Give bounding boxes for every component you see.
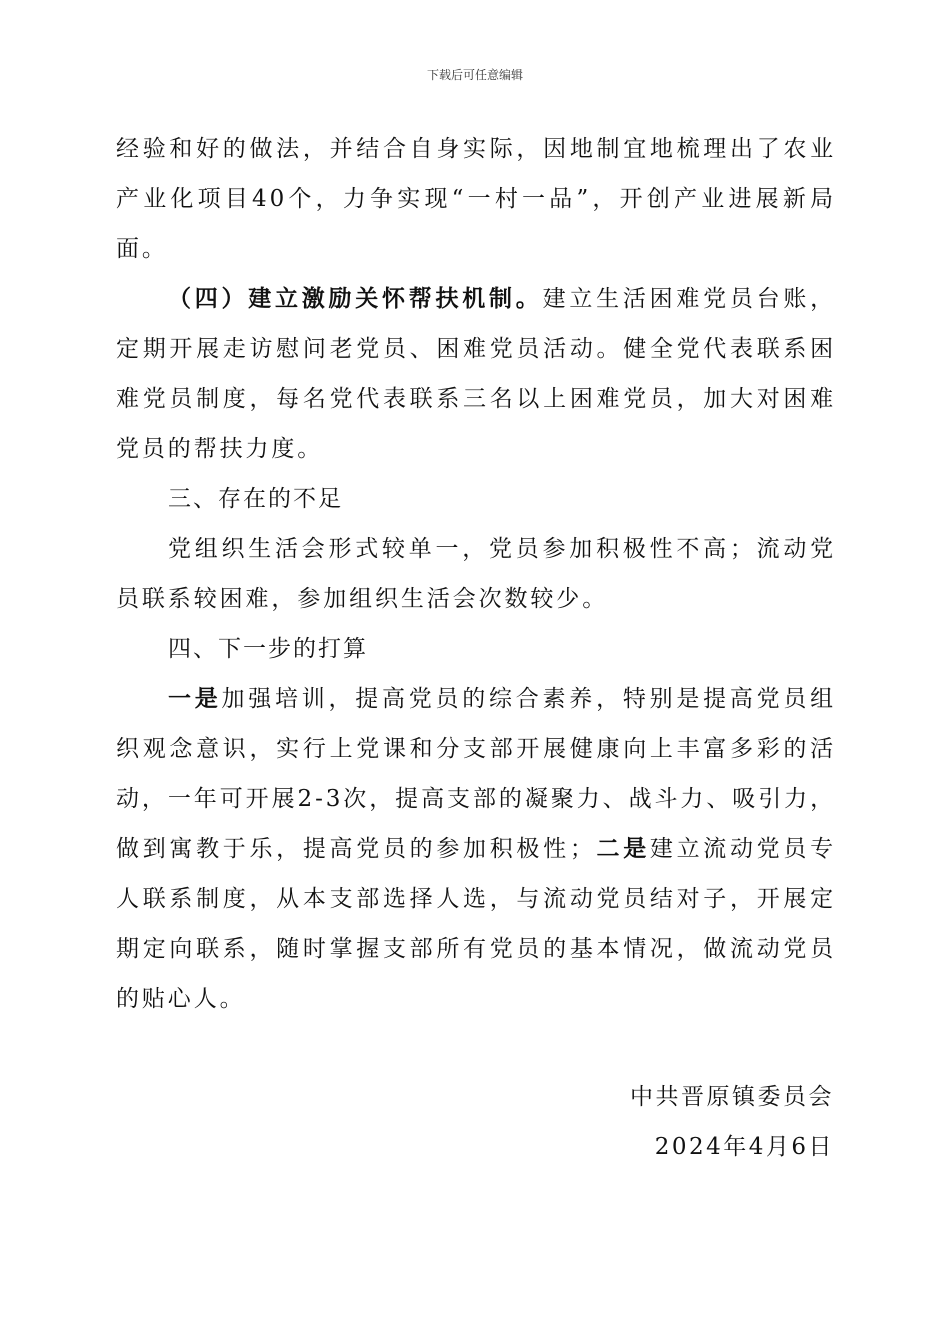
heading-shortcomings: 三、存在的不足 <box>168 486 343 512</box>
point-two-text: 建立流动党员专人联系制度，从本支部选择人选，与流动党员结对子，开展定期定向联系，随时掌握支部所有党员的基本情况，做流动党员的贴心人。 <box>116 836 836 1012</box>
paragraph-3: 党组织生活会形式较单一，党员参加积极性不高；流动党员联系较困难，参加组织生活会次数较少。 <box>116 536 836 612</box>
signature-date: 2024年4月6日 <box>654 1134 834 1160</box>
point-one-text: 加强培训，提高党员的综合素养，特别是提高党员组织观念意识，实行上党课和分支部开展健康向上丰富多彩的活动，一年可开展2-3次，提高支部的凝聚力、战斗力、吸引力，做到寓教于乐，提高党员的参加积极性； <box>116 686 836 862</box>
paragraph-4 <box>116 674 836 1024</box>
section-four-title: （四）建立激励关怀帮扶机制。 <box>168 286 543 312</box>
paragraph-2-text: 建立生活困难党员台账，定期开展走访慰问老党员、困难党员活动。健全党代表联系困难党员制度，每名党代表联系三名以上困难党员，加大对困难党员的帮扶力度。 <box>116 286 836 462</box>
paragraph-2 <box>116 274 836 474</box>
point-two-label: 二是 <box>595 836 650 862</box>
paragraph-1: 经验和好的做法，并结合自身实际，因地制宜地梳理出了农业产业化项目40个，力争实现“一村一品”，开创产业进展新局面。 <box>116 136 836 262</box>
header-note: 下载后可任意编辑 <box>426 68 523 82</box>
point-one-label: 一是 <box>168 686 222 712</box>
signature-organization: 中共晋原镇委员会 <box>630 1084 834 1110</box>
heading-next-steps: 四、下一步的打算 <box>168 636 368 662</box>
document-body <box>116 124 836 1024</box>
